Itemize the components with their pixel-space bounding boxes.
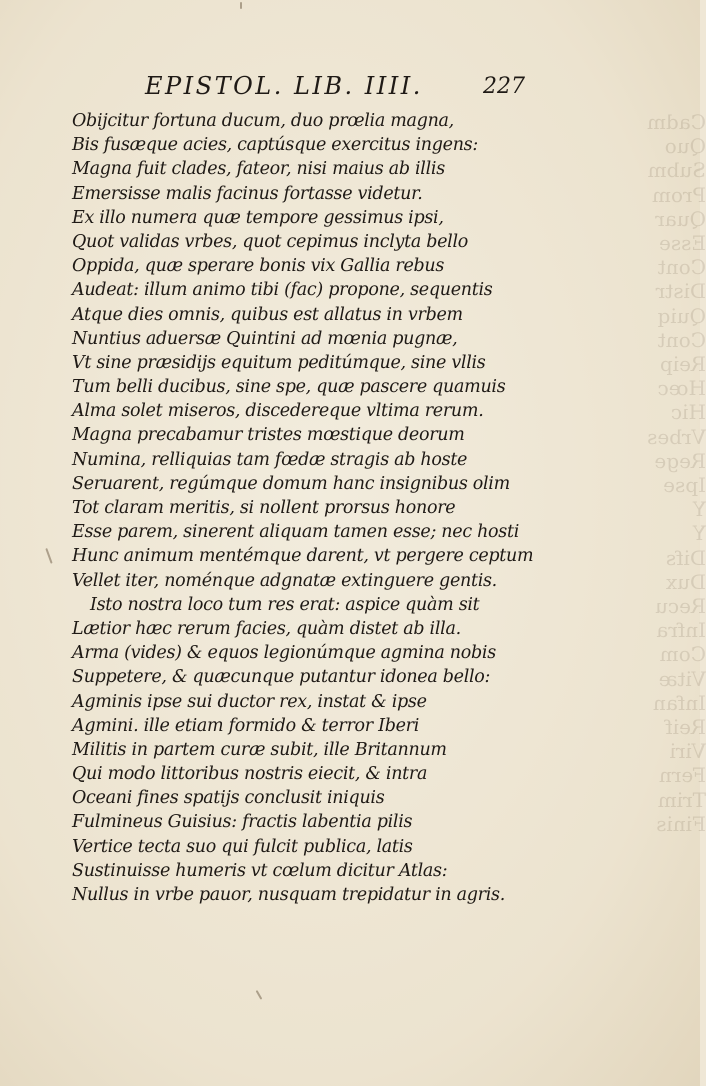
- verse-line: Alma solet miseros, discedereque vltima rerum.: [72, 401, 484, 422]
- verse-line: Bis fusæque acies, captúsque exercitus ingens:: [72, 135, 478, 156]
- show-through-text: Cadm Quo Subm Prom Quar Esse Cont Distr Quiq Cont Reip Hœc Hic Vrbes Rege Ipse Y Y Difs Dux Recu Infra Com Vitæ Infan Reif Viri Fern Trim Finis: [647, 110, 706, 836]
- verse-line: Lætior hæc rerum facies, quàm distet ab illa.: [72, 618, 461, 639]
- verse-line: Suppetere, & quæcunque putantur idonea bello:: [72, 667, 491, 688]
- verse-line: Numina, relliquias tam fœdæ stragis ab hoste: [72, 449, 468, 470]
- verse-line: Agminis ipse sui ductor rex, instat & ipse: [72, 691, 427, 712]
- verse-line: Magna fuit clades, fateor, nisi maius ab illis: [72, 159, 445, 180]
- verse-line: Nullus in vrbe pauor, nusquam trepidatur in agris.: [72, 885, 505, 905]
- verse-line: Vt sine præsidijs equitum peditúmque, sine vllis: [72, 352, 486, 373]
- verse-line: Audeat: illum animo tibi (fac) propone, sequentis: [72, 280, 493, 301]
- verse-block: [72, 109, 542, 907]
- verse-line: Qui modo littoribus nostris eiecit, & intra: [72, 764, 428, 785]
- verse-line: Agmini. ille etiam formido & terror Iberi: [72, 715, 420, 736]
- verse-line: Hunc animum mentémque darent, vt pergere ceptum: [72, 546, 534, 567]
- verse-line: Tum belli ducibus, sine spe, quæ pascere quamuis: [72, 377, 506, 398]
- verse-line: Quot validas vrbes, quot cepimus inclyta bello: [72, 231, 468, 252]
- verse-line-indented: Isto nostra loco tum res erat: aspice quàm sit: [90, 594, 480, 615]
- page-number: 227: [483, 74, 525, 99]
- verse-line: Ex illo numera quæ tempore gessimus ipsi,: [72, 207, 444, 228]
- running-header: [145, 72, 525, 106]
- verse-line: Esse parem, sinerent aliquam tamen esse; nec hosti: [72, 522, 520, 543]
- verse-line: Sustinuisse humeris vt cœlum dicitur Atlas:: [72, 860, 448, 881]
- verse-line: Vellet iter, noménque adgnatæ extinguere gentis.: [72, 570, 497, 591]
- ink-speck: [45, 548, 52, 564]
- verse-line: Seruarent, regúmque domum hanc insignibus olim: [72, 473, 510, 494]
- verse-line: Oceani fines spatijs conclusit iniquis: [72, 788, 385, 809]
- verse-line: Nuntius aduersæ Quintini ad mœnia pugnæ,: [72, 328, 458, 349]
- verse-line: Arma (vides) & equos legionúmque agmina nobis: [72, 643, 496, 664]
- verse-line: Militis in partem curæ subit, ille Britannum: [72, 739, 447, 760]
- verse-line: Magna precabamur tristes mœstique deorum: [72, 425, 465, 446]
- ink-speck: [240, 2, 242, 9]
- verse-line: Atque dies omnis, quibus est allatus in vrbem: [72, 304, 463, 325]
- verse-line: Fulmineus Guisius: fractis labentia pilis: [72, 812, 413, 833]
- verse-line: Emersisse malis facinus fortasse videtur.: [72, 183, 423, 204]
- verse-line: Oppida, quæ sperare bonis vix Gallia rebus: [72, 256, 445, 277]
- ink-speck: [256, 990, 262, 999]
- running-title: EPISTOL. LIB. IIII.: [145, 72, 423, 100]
- verse-line: Vertice tecta suo qui fulcit publica, latis: [72, 836, 413, 857]
- verse-line: Tot claram meritis, si nollent prorsus honore: [72, 498, 456, 518]
- verse-line: Obijcitur fortuna ducum, duo prœlia magna,: [72, 111, 454, 131]
